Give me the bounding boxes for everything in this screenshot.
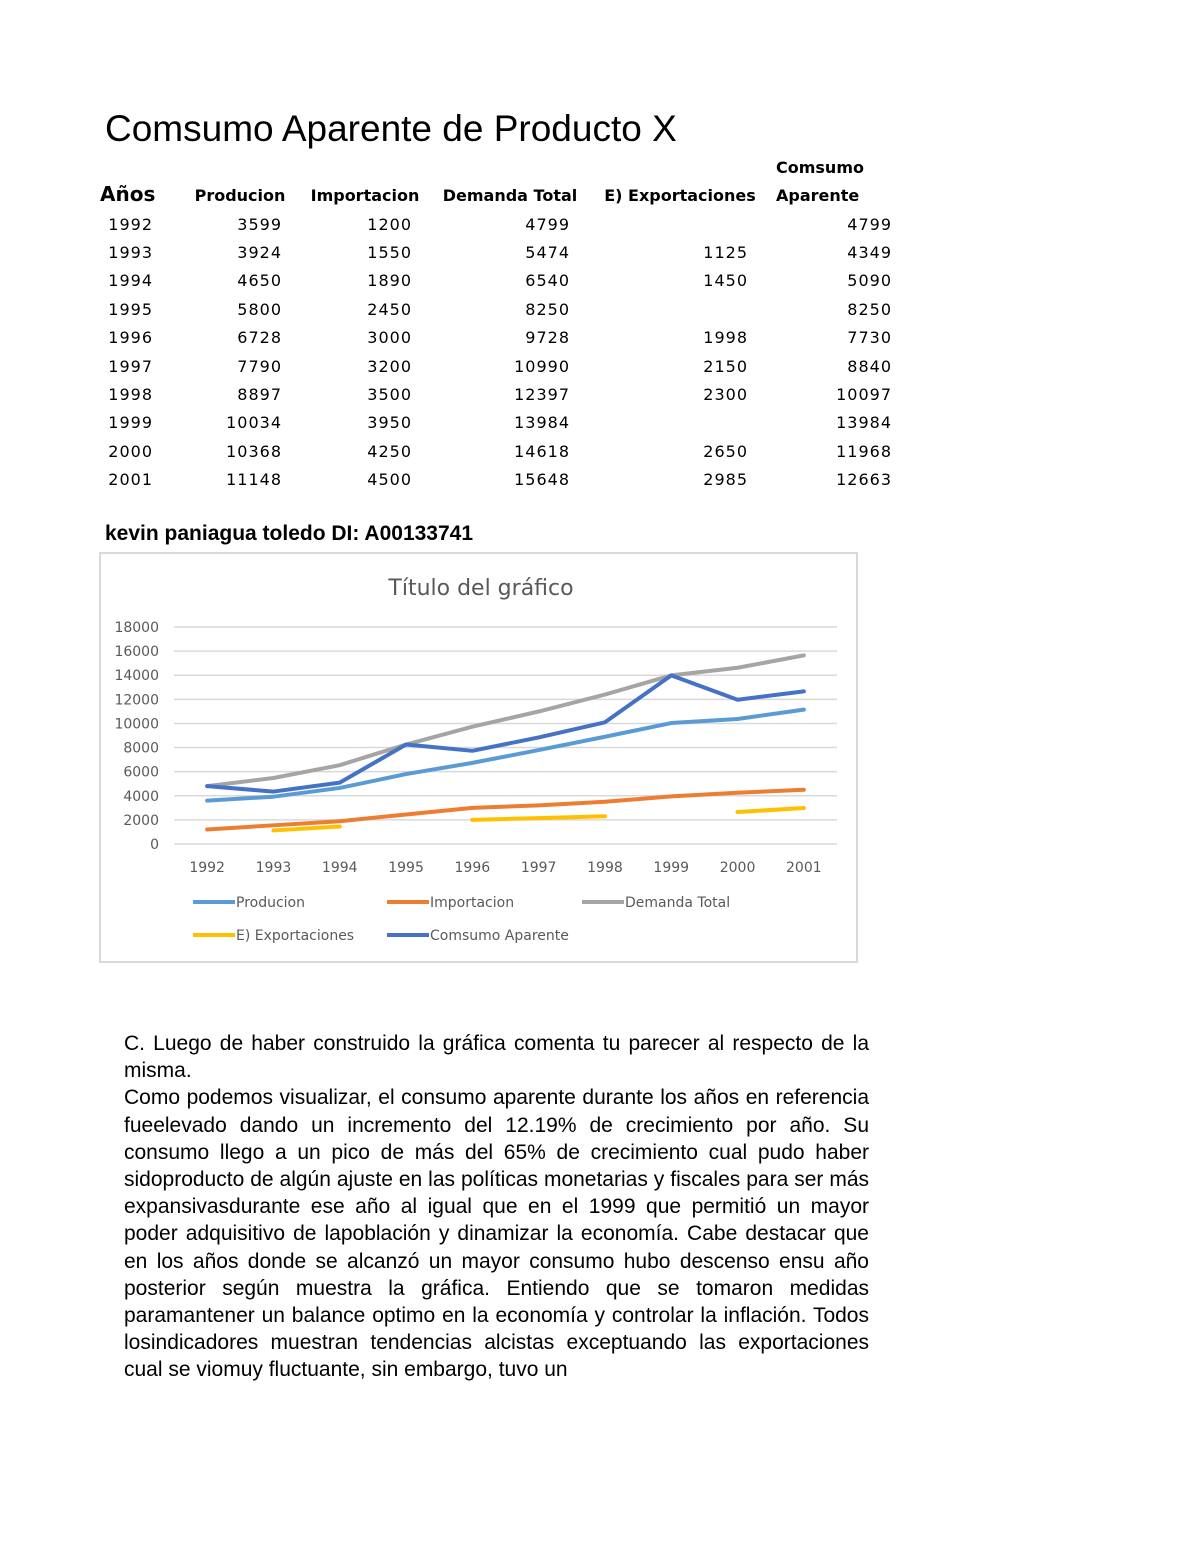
cell-year: 2001: [108, 470, 153, 490]
cell-consumo: 10097: [836, 385, 892, 405]
data-point: [206, 828, 209, 831]
header-consumo: [770, 152, 902, 210]
table-row: [100, 324, 902, 352]
cell-produccion: 6728: [237, 328, 282, 348]
header-consumo-line1: Comsumo: [776, 158, 864, 177]
data-point: [272, 777, 275, 780]
cell-importacion: 1890: [367, 271, 412, 291]
header-years: Años: [100, 182, 156, 206]
data-point: [736, 666, 739, 669]
data-point: [405, 743, 408, 746]
legend-label: E) Exportaciones: [236, 928, 355, 944]
data-point: [670, 674, 673, 677]
cell-year: 2000: [108, 441, 153, 461]
cell-year: 1998: [108, 385, 153, 405]
data-point: [471, 818, 474, 821]
line-chart: [101, 554, 856, 961]
cell-importacion: 3500: [367, 385, 412, 405]
cell-consumo: 8250: [847, 299, 892, 319]
table-row: [100, 267, 902, 295]
cell-demanda: 8250: [525, 299, 570, 319]
x-tick-label: 1993: [255, 860, 292, 876]
data-point: [405, 813, 408, 816]
cell-importacion: 1200: [367, 214, 412, 234]
data-point: [405, 773, 408, 776]
header-importacion: Importacion: [310, 186, 420, 205]
cell-produccion: 7790: [237, 356, 282, 376]
x-tick-label: 2001: [786, 860, 822, 876]
cell-demanda: 4799: [525, 214, 570, 234]
data-table: [100, 152, 902, 494]
y-tick-label: 0: [150, 837, 159, 853]
cell-consumo: 5090: [847, 271, 892, 291]
cell-exportaciones: [590, 210, 770, 238]
cell-importacion: 4500: [367, 470, 412, 490]
cell-exportaciones: 2300: [703, 385, 748, 405]
data-point: [802, 788, 805, 791]
legend-label: Importacion: [430, 895, 515, 911]
data-point: [537, 804, 540, 807]
chart-title: Título del gráfico: [388, 576, 574, 601]
cell-consumo: 12663: [836, 470, 892, 490]
table-row: [100, 466, 902, 494]
cell-produccion: 10034: [226, 413, 282, 433]
comment-section: [124, 1030, 869, 1384]
table-body: [100, 210, 902, 494]
y-tick-label: 8000: [123, 740, 159, 757]
series-line: [738, 808, 804, 812]
cell-year: 1994: [108, 271, 153, 291]
cell-demanda: 9728: [525, 328, 570, 348]
author-line: kevin paniagua toledo DI: A00133741: [105, 522, 474, 545]
header-consumo-line2: Aparente: [776, 186, 860, 205]
cell-exportaciones: 2150: [703, 356, 748, 376]
data-point: [736, 791, 739, 794]
data-point: [471, 725, 474, 728]
cell-year: 1995: [108, 299, 153, 319]
x-tick-label: 1998: [587, 860, 623, 876]
cell-produccion: 4650: [237, 271, 282, 291]
table-row: [100, 352, 902, 380]
data-point: [603, 735, 606, 738]
data-point: [338, 764, 341, 767]
series-line: [273, 827, 339, 831]
cell-exportaciones: 1998: [703, 328, 748, 348]
chart-container: [99, 552, 858, 963]
cell-importacion: 3200: [367, 356, 412, 376]
cell-produccion: 3599: [237, 214, 282, 234]
cell-year: 1999: [108, 413, 153, 433]
x-tick-label: 1992: [189, 860, 225, 876]
cell-consumo: 7730: [847, 328, 892, 348]
y-tick-label: 14000: [114, 668, 159, 685]
x-tick-label: 1997: [520, 860, 557, 876]
table-header-row: [100, 152, 902, 210]
cell-year: 1992: [108, 214, 153, 234]
data-point: [471, 806, 474, 809]
data-point: [736, 811, 739, 814]
cell-importacion: 3000: [367, 328, 412, 348]
cell-exportaciones: 1125: [703, 243, 748, 263]
table-row: [100, 437, 902, 465]
x-tick-label: 1995: [388, 860, 424, 876]
table-row: [100, 238, 902, 266]
cell-demanda: 12397: [514, 385, 570, 405]
cell-demanda: 10990: [514, 356, 570, 376]
legend-label: Demanda Total: [625, 895, 731, 911]
data-point: [802, 708, 805, 711]
legend-label: Producion: [236, 895, 305, 911]
table-row: [100, 210, 902, 238]
y-tick-label: 18000: [114, 620, 159, 636]
x-tick-label: 1994: [321, 860, 358, 876]
cell-importacion: 4250: [367, 441, 412, 461]
cell-importacion: 2450: [367, 299, 412, 319]
cell-exportaciones: 1450: [703, 271, 748, 291]
cell-demanda: 6540: [525, 271, 570, 291]
cell-consumo: 11968: [836, 441, 892, 461]
x-tick-label: 2000: [719, 860, 756, 876]
cell-consumo: 13984: [836, 413, 892, 433]
cell-exportaciones: [590, 409, 770, 437]
cell-produccion: 8897: [237, 385, 282, 405]
header-produccion: Producion: [194, 186, 286, 205]
data-point: [272, 790, 275, 793]
data-point: [670, 795, 673, 798]
data-point: [537, 736, 540, 739]
cell-importacion: 3950: [367, 413, 412, 433]
data-point: [802, 690, 805, 693]
table-row: [100, 409, 902, 437]
data-point: [670, 722, 673, 725]
data-point: [537, 710, 540, 713]
cell-demanda: 13984: [514, 413, 570, 433]
cell-year: 1997: [108, 356, 153, 376]
data-point: [272, 824, 275, 827]
data-point: [736, 718, 739, 721]
y-tick-label: 2000: [123, 812, 159, 829]
data-point: [272, 829, 275, 832]
table-row: [100, 295, 902, 323]
data-point: [537, 749, 540, 752]
x-tick-label: 1996: [454, 860, 491, 876]
cell-exportaciones: 2650: [703, 441, 748, 461]
cell-demanda: 15648: [514, 470, 570, 490]
cell-year: 1993: [108, 243, 153, 263]
data-point: [272, 795, 275, 798]
data-point: [603, 800, 606, 803]
y-tick-label: 6000: [123, 764, 159, 781]
data-point: [206, 785, 209, 788]
header-exportaciones: E) Exportaciones: [604, 186, 756, 205]
data-point: [603, 693, 606, 696]
cell-produccion: 10368: [226, 441, 282, 461]
y-tick-label: 16000: [114, 644, 159, 661]
data-point: [603, 721, 606, 724]
cell-consumo: 8840: [847, 356, 892, 376]
cell-consumo: 4349: [847, 243, 892, 263]
y-tick-label: 4000: [123, 788, 159, 805]
cell-exportaciones: [590, 295, 770, 323]
data-point: [603, 815, 606, 818]
cell-exportaciones: 2985: [703, 470, 748, 490]
cell-importacion: 1550: [367, 243, 412, 263]
data-point: [537, 817, 540, 820]
data-point: [471, 761, 474, 764]
cell-produccion: 5800: [237, 299, 282, 319]
cell-year: 1996: [108, 328, 153, 348]
document-title: Comsumo Aparente de Producto X: [105, 108, 677, 149]
data-point: [471, 749, 474, 752]
comment-body: Como podemos visualizar, el consumo aparente durante los años en referencia fueelevado dando un incremento del 12.19% de crecimiento por año. Su consumo llego a un pico de más del 65% de crecimiento cual pudo haber sidoproducto de algún ajuste en las políticas monetarias y fiscales para ser más expansivasdurante ese año al igual que en el 1999 que permitió un mayor poder adquisitivo de lapoblación y dinamizar la economía. Cabe destacar que en los años donde se alcanzó un mayor consumo hubo descenso ensu año posterior según muestra la gráfica. Entiendo que se tomaron medidas paramantener un balance optimo en la economía y controlar la inflación. Todos losindicadores muestran tendencias alcistas exceptuando las exportaciones cual se viomuy fluctuante, sin embargo, tuvo un: [124, 1086, 869, 1382]
data-point: [338, 820, 341, 823]
cell-produccion: 3924: [237, 243, 282, 263]
y-tick-label: 12000: [114, 692, 159, 709]
cell-produccion: 11148: [226, 470, 282, 490]
data-point: [736, 698, 739, 701]
cell-demanda: 14618: [514, 441, 570, 461]
legend-label: Comsumo Aparente: [430, 928, 569, 944]
y-tick-label: 10000: [114, 716, 159, 733]
data-point: [338, 781, 341, 784]
data-point: [802, 807, 805, 810]
data-point: [338, 786, 341, 789]
data-point: [802, 654, 805, 657]
cell-demanda: 5474: [525, 243, 570, 263]
data-point: [338, 825, 341, 828]
comment-question: C. Luego de haber construido la gráfica comenta tu parecer al respecto de la misma.: [124, 1032, 869, 1083]
data-point: [206, 799, 209, 802]
x-tick-label: 1999: [653, 860, 690, 876]
header-demanda: Demanda Total: [442, 186, 578, 205]
cell-consumo: 4799: [847, 214, 892, 234]
table-row: [100, 380, 902, 408]
